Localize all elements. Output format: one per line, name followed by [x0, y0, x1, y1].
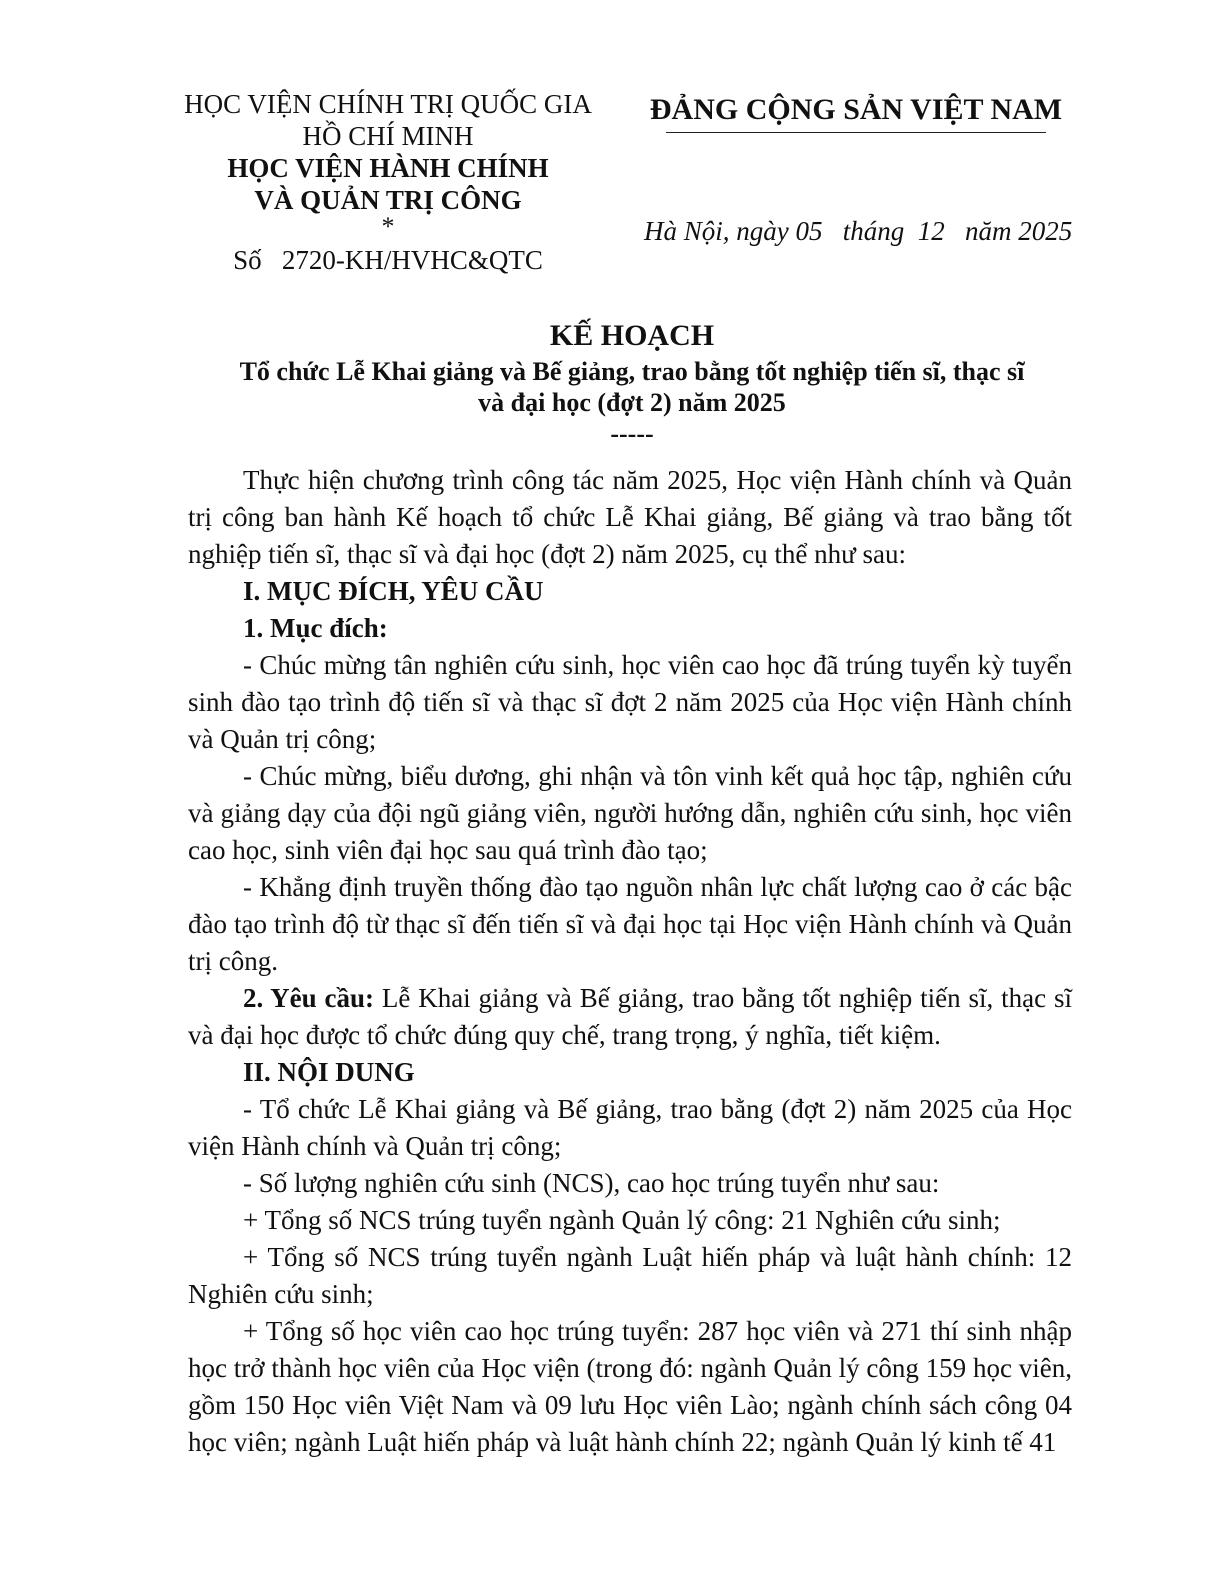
content-item-3: + Tổng số NCS trúng tuyển ngành Quản lý công: 21 Nghiên cứu sinh; — [243, 1205, 1001, 1235]
purpose-item-2: - Chúc mừng, biểu dương, ghi nhận và tôn vinh kết quả học tập, nghiên cứu và giảng dạy của đội ngũ giảng viên, người hướng dẫn, nghiên cứu sinh, học viên cao học, sinh viên đại học sau quá trình đào tạo; — [188, 761, 1072, 865]
purpose-item-3: - Khẳng định truyền thống đào tạo nguồn nhân lực chất lượng cao ở các bậc đào tạo trình độ từ thạc sĩ đến tiến sĩ và đại học tại Học viện Hành chính và Quản trị công. — [188, 872, 1072, 976]
subject-line-1: Tổ chức Lễ Khai giảng và Bế giảng, trao bằng tốt nghiệp tiến sĩ, thạc sĩ — [239, 357, 1025, 386]
purpose-item-1: - Chúc mừng tân nghiên cứu sinh, học viên cao học đã trúng tuyển kỳ tuyển sinh đào tạo trình độ tiến sĩ và thạc sĩ đợt 2 năm 2025 của Học viện Hành chính và Quản trị công; — [188, 650, 1072, 754]
document-type: KẾ HOẠCH — [549, 319, 715, 352]
content-item-5: + Tổng số học viên cao học trúng tuyển: 287 học viên và 271 thí sinh nhập học trở thành học viên của Học viện (trong đó: ngành Quản lý công 159 học viên, gồm 150 Học viên Việt Nam và 09 lưu Học viên Lào; ngành chính sách công 04 học viên; ngành Luật hiến pháp và luật hành chính 22; ngành Quản lý kinh tế 41 — [188, 1316, 1072, 1457]
star-separator: * — [381, 212, 395, 241]
intro-paragraph: Thực hiện chương trình công tác năm 2025, Học viện Hành chính và Quản trị công ban hành Kế hoạch tổ chức Lễ Khai giảng, Bế giảng và trao bằng tốt nghiệp tiến sĩ, thạc sĩ và đại học (đợt 2) năm 2025, cụ thể như sau: — [188, 465, 1072, 569]
document-number: Số 2720-KH/HVHC&QTC — [233, 245, 543, 275]
section-1-heading: I. MỤC ĐÍCH, YÊU CẦU — [243, 576, 544, 606]
parent-org-line-1: HỌC VIỆN CHÍNH TRỊ QUỐC GIA — [184, 89, 592, 119]
issuing-organization-block — [168, 88, 608, 276]
date-line: Hà Nội, ngày 05 tháng 12 năm 2025 — [644, 216, 1073, 246]
requirements-text: Lễ Khai giảng và Bế giảng, trao bằng tốt nghiệp tiến sĩ, thạc sĩ và đại học được tổ chức đúng quy chế, trang trọng, ý nghĩa, tiết kiệm. — [188, 983, 1072, 1050]
parent-org-line-2: HỒ CHÍ MINH — [302, 121, 474, 151]
content-item-1: - Tổ chức Lễ Khai giảng và Bế giảng, trao bằng (đợt 2) năm 2025 của Học viện Hành chính và Quản trị công; — [188, 1094, 1072, 1161]
org-name-line-1: HỌC VIỆN HÀNH CHÍNH — [227, 153, 549, 183]
party-name-underline — [666, 132, 1046, 133]
title-separator: ----- — [610, 419, 654, 448]
requirements-lead: 2. Yêu cầu: — [243, 983, 374, 1013]
document-title — [120, 316, 1144, 448]
org-name-line-2: VÀ QUẢN TRỊ CÔNG — [254, 185, 522, 215]
content-item-2: - Số lượng nghiên cứu sinh (NCS), cao học trúng tuyển như sau: — [243, 1168, 940, 1198]
document-body — [188, 462, 1072, 1461]
party-name: ĐẢNG CỘNG SẢN VIỆT NAM — [649, 93, 1063, 126]
party-header-block — [636, 88, 1076, 249]
requirements-paragraph — [188, 980, 1072, 1054]
section-2-heading: II. NỘI DUNG — [243, 1057, 415, 1087]
subject-line-2: và đại học (đợt 2) năm 2025 — [478, 388, 786, 417]
subsection-1-heading: 1. Mục đích: — [243, 613, 388, 643]
content-item-4: + Tổng số NCS trúng tuyển ngành Luật hiến pháp và luật hành chính: 12 Nghiên cứu sinh; — [188, 1242, 1072, 1309]
